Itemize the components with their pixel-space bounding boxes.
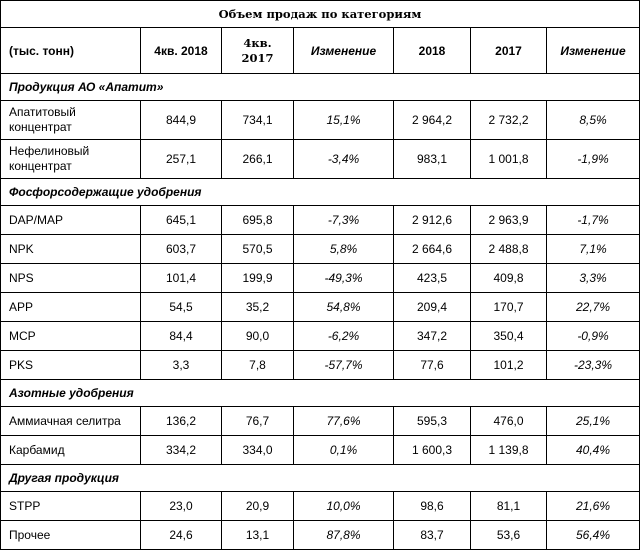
cell-product-name: NPS <box>1 264 141 293</box>
table-row <box>1 264 640 293</box>
cell-q4-2017: 266,1 <box>222 140 294 179</box>
cell-year-2018: 983,1 <box>394 140 471 179</box>
cell-year-2018: 209,4 <box>394 293 471 322</box>
cell-q4-2018: 101,4 <box>141 264 222 293</box>
cell-product-name: APP <box>1 293 141 322</box>
cell-product-name: DAP/MAP <box>1 206 141 235</box>
cell-year-2017: 2 963,9 <box>471 206 547 235</box>
table-row <box>1 351 640 380</box>
table-body <box>1 74 640 550</box>
cell-change-year: -23,3% <box>547 351 640 380</box>
cell-product-name: MCP <box>1 322 141 351</box>
cell-change-year: -0,9% <box>547 322 640 351</box>
cell-q4-2018: 334,2 <box>141 436 222 465</box>
cell-q4-2018: 24,6 <box>141 521 222 550</box>
cell-q4-2018: 844,9 <box>141 101 222 140</box>
cell-change-quarter: -6,2% <box>294 322 394 351</box>
cell-change-year: 56,4% <box>547 521 640 550</box>
cell-change-quarter: 5,8% <box>294 235 394 264</box>
cell-q4-2017: 199,9 <box>222 264 294 293</box>
cell-year-2017: 350,4 <box>471 322 547 351</box>
cell-q4-2017: 570,5 <box>222 235 294 264</box>
cell-year-2018: 1 600,3 <box>394 436 471 465</box>
cell-q4-2017: 734,1 <box>222 101 294 140</box>
cell-change-year: 3,3% <box>547 264 640 293</box>
header-row <box>1 28 640 74</box>
cell-change-quarter: 15,1% <box>294 101 394 140</box>
cell-q4-2018: 257,1 <box>141 140 222 179</box>
cell-year-2018: 2 964,2 <box>394 101 471 140</box>
cell-q4-2017: 90,0 <box>222 322 294 351</box>
section-title: Азотные удобрения <box>1 380 640 407</box>
table-row <box>1 206 640 235</box>
cell-change-quarter: 0,1% <box>294 436 394 465</box>
cell-q4-2017: 7,8 <box>222 351 294 380</box>
table-row <box>1 101 640 140</box>
cell-q4-2018: 603,7 <box>141 235 222 264</box>
table-row <box>1 492 640 521</box>
table-title: Объем продаж по категориям <box>1 1 640 28</box>
cell-q4-2017: 35,2 <box>222 293 294 322</box>
cell-change-year: 8,5% <box>547 101 640 140</box>
cell-year-2018: 83,7 <box>394 521 471 550</box>
cell-q4-2017: 20,9 <box>222 492 294 521</box>
cell-year-2018: 2 912,6 <box>394 206 471 235</box>
cell-q4-2018: 645,1 <box>141 206 222 235</box>
cell-change-quarter: 77,6% <box>294 407 394 436</box>
table-row <box>1 140 640 179</box>
cell-year-2017: 1 139,8 <box>471 436 547 465</box>
cell-q4-2017: 76,7 <box>222 407 294 436</box>
cell-year-2017: 53,6 <box>471 521 547 550</box>
cell-year-2017: 81,1 <box>471 492 547 521</box>
cell-year-2017: 1 001,8 <box>471 140 547 179</box>
header-year-2018: 2018 <box>394 28 471 74</box>
table-row <box>1 407 640 436</box>
cell-q4-2018: 23,0 <box>141 492 222 521</box>
cell-q4-2017: 13,1 <box>222 521 294 550</box>
cell-product-name: Апатитовый концентрат <box>1 101 141 140</box>
header-year-2017: 2017 <box>471 28 547 74</box>
cell-q4-2018: 136,2 <box>141 407 222 436</box>
cell-year-2017: 170,7 <box>471 293 547 322</box>
cell-q4-2017: 334,0 <box>222 436 294 465</box>
cell-change-quarter: -3,4% <box>294 140 394 179</box>
cell-q4-2018: 54,5 <box>141 293 222 322</box>
cell-product-name: Карбамид <box>1 436 141 465</box>
cell-year-2017: 476,0 <box>471 407 547 436</box>
table-row <box>1 521 640 550</box>
section-header-row <box>1 179 640 206</box>
table-row <box>1 436 640 465</box>
cell-change-year: -1,7% <box>547 206 640 235</box>
section-header-row <box>1 74 640 101</box>
cell-year-2017: 409,8 <box>471 264 547 293</box>
table-row <box>1 235 640 264</box>
cell-q4-2018: 3,3 <box>141 351 222 380</box>
section-header-row <box>1 465 640 492</box>
cell-change-quarter: -57,7% <box>294 351 394 380</box>
cell-q4-2017: 695,8 <box>222 206 294 235</box>
cell-year-2018: 98,6 <box>394 492 471 521</box>
cell-product-name: STPP <box>1 492 141 521</box>
cell-change-quarter: 54,8% <box>294 293 394 322</box>
header-q4-2018: 4кв. 2018 <box>141 28 222 74</box>
cell-change-quarter: 87,8% <box>294 521 394 550</box>
cell-product-name: Нефелиновый концентрат <box>1 140 141 179</box>
cell-year-2017: 2 732,2 <box>471 101 547 140</box>
cell-change-year: 21,6% <box>547 492 640 521</box>
table-row <box>1 293 640 322</box>
cell-product-name: PKS <box>1 351 141 380</box>
cell-change-year: 40,4% <box>547 436 640 465</box>
cell-year-2018: 423,5 <box>394 264 471 293</box>
section-title: Фосфорсодержащие удобрения <box>1 179 640 206</box>
cell-year-2018: 2 664,6 <box>394 235 471 264</box>
cell-change-year: 22,7% <box>547 293 640 322</box>
header-q4-2017: 4кв. 2017 <box>222 28 294 74</box>
header-change-year: Изменение <box>547 28 640 74</box>
cell-change-quarter: 10,0% <box>294 492 394 521</box>
header-change-quarter: Изменение <box>294 28 394 74</box>
cell-year-2018: 595,3 <box>394 407 471 436</box>
cell-change-quarter: -49,3% <box>294 264 394 293</box>
cell-year-2018: 347,2 <box>394 322 471 351</box>
cell-product-name: Аммиачная селитра <box>1 407 141 436</box>
cell-year-2018: 77,6 <box>394 351 471 380</box>
cell-change-year: 7,1% <box>547 235 640 264</box>
section-header-row <box>1 380 640 407</box>
cell-product-name: NPK <box>1 235 141 264</box>
header-unit: (тыс. тонн) <box>1 28 141 74</box>
cell-year-2017: 2 488,8 <box>471 235 547 264</box>
cell-change-year: -1,9% <box>547 140 640 179</box>
cell-q4-2018: 84,4 <box>141 322 222 351</box>
cell-change-year: 25,1% <box>547 407 640 436</box>
cell-year-2017: 101,2 <box>471 351 547 380</box>
section-title: Продукция АО «Апатит» <box>1 74 640 101</box>
cell-change-quarter: -7,3% <box>294 206 394 235</box>
table-row <box>1 322 640 351</box>
cell-product-name: Прочее <box>1 521 141 550</box>
section-title: Другая продукция <box>1 465 640 492</box>
